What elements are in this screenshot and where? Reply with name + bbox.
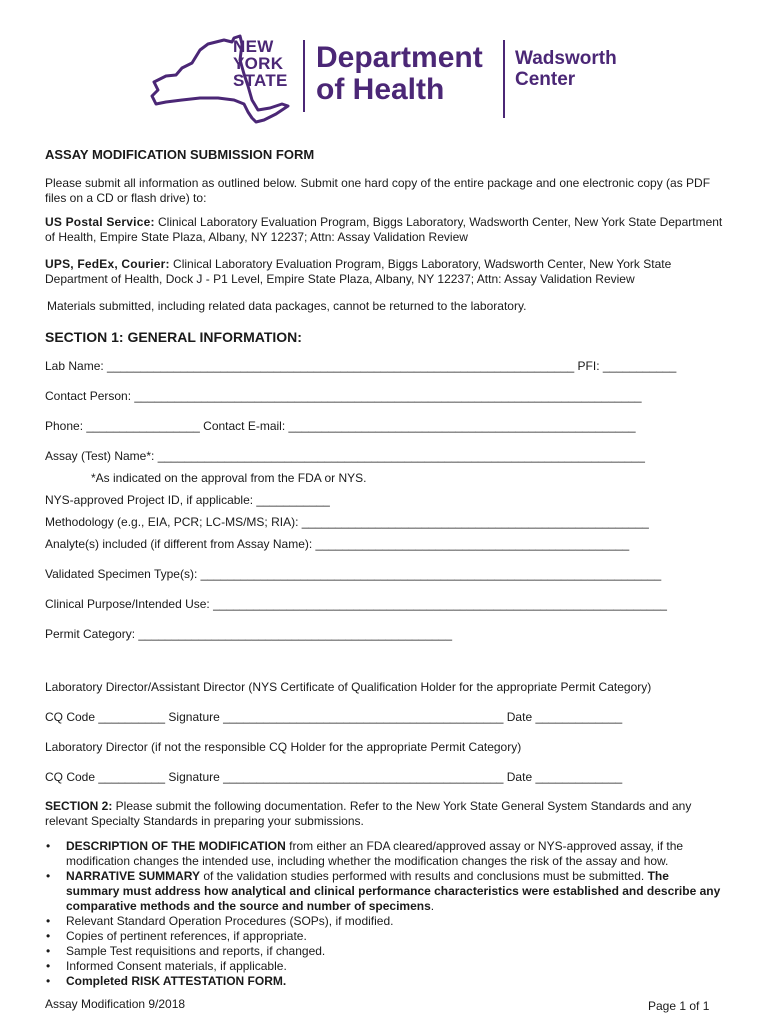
- form-title: ASSAY MODIFICATION SUBMISSION FORM: [45, 147, 315, 162]
- intro-text: Please submit all information as outlined below. Submit one hard copy of the entire package and one electronic copy (as PDF files on a CD or flash drive) to:: [45, 176, 711, 205]
- section-1-heading: SECTION 1: GENERAL INFORMATION:: [45, 329, 302, 345]
- director-label-2: Laboratory Director (if not the responsible CQ Holder for the appropriate Permit Category): [45, 740, 522, 754]
- logo-divider: [303, 40, 305, 112]
- cq-signature-field-2[interactable]: CQ Code __________ Signature __________________________________________ Date _____________: [45, 770, 623, 784]
- list-item: • Completed RISK ATTESTATION FORM.: [46, 974, 287, 988]
- permit-category-field[interactable]: Permit Category: _______________________________________________: [45, 627, 453, 641]
- department-of-health-wordmark: Department of Health: [316, 41, 483, 106]
- section-2-intro: SECTION 2: Please submit the following documentation. Refer to the New York State General System Standards and any relevant Specialty Standards in preparing your submissions.: [45, 799, 692, 828]
- analytes-field[interactable]: Analyte(s) included (if different from Assay Name): _______________________________________________: [45, 537, 630, 551]
- list-item: • Copies of pertinent references, if appropriate.: [46, 929, 307, 943]
- usps-address: US Postal Service: Clinical Laboratory Evaluation Program, Biggs Laboratory, Wadsworth Center, New York State Department of Health, Empire State Plaza, Albany, NY 12237; Attn: Assay Validation Review: [45, 215, 723, 244]
- intended-use-field[interactable]: Clinical Purpose/Intended Use: ____________________________________________________________________: [45, 597, 667, 611]
- courier-address: UPS, FedEx, Courier: Clinical Laboratory Evaluation Program, Biggs Laboratory, Wadsworth Center, New York State Department of Health, Dock J - P1 Level, Empire State Plaza, Albany, NY 12237; Attn: Assay Validation Review: [45, 257, 672, 286]
- list-item: • Sample Test requisitions and reports, if changed.: [46, 944, 326, 958]
- nys-doh-logo: [148, 22, 648, 122]
- director-label: Laboratory Director/Assistant Director (NYS Certificate of Qualification Holder for the appropriate Permit Category): [45, 680, 652, 694]
- new-york-state-wordmark: NEW YORK STATE: [233, 37, 288, 90]
- form-body: [45, 147, 725, 989]
- contact-person-field[interactable]: Contact Person: ____________________________________________________________________________: [45, 389, 642, 403]
- phone-email-field[interactable]: Phone: _________________ Contact E-mail: ____________________________________________________: [45, 419, 636, 433]
- project-id-field[interactable]: NYS-approved Project ID, if applicable: ___________: [45, 493, 330, 507]
- cq-signature-field[interactable]: CQ Code __________ Signature __________________________________________ Date _____________: [45, 710, 623, 724]
- list-item: • Informed Consent materials, if applicable.: [46, 959, 287, 973]
- methodology-field[interactable]: Methodology (e.g., EIA, PCR; LC-MS/MS; RIA): ____________________________________________________: [45, 515, 649, 529]
- assay-note: *As indicated on the approval from the FDA or NYS.: [91, 471, 367, 485]
- list-item: • Relevant Standard Operation Procedures (SOPs), if modified.: [46, 914, 394, 928]
- logo-divider: [503, 40, 505, 118]
- lab-name-field[interactable]: Lab Name: ______________________________________________________________________ PFI: ___________: [45, 359, 677, 373]
- materials-note: Materials submitted, including related data packages, cannot be returned to the laboratory.: [47, 299, 527, 313]
- wadsworth-center-wordmark: Wadsworth Center: [515, 48, 617, 90]
- assay-name-field[interactable]: Assay (Test) Name*: _________________________________________________________________________: [45, 449, 645, 463]
- page-number: Page 1 of 1: [648, 999, 710, 1013]
- footer-version: Assay Modification 9/2018: [45, 997, 186, 1011]
- specimen-type-field[interactable]: Validated Specimen Type(s): _____________________________________________________________________: [45, 567, 662, 581]
- documentation-list: [45, 839, 725, 989]
- list-item: • NARRATIVE SUMMARY of the validation studies performed with results and conclusions must be submitted. The summary must address how analytical and clinical performance characteristics were established and describe any comparative methods and the source and number of specimens.: [46, 869, 721, 913]
- list-item: • DESCRIPTION OF THE MODIFICATION from either an FDA cleared/approved assay or NYS-approved assay, if the modification changes the intended use, including whether the modification changes the risk of the assay and how.: [46, 839, 684, 868]
